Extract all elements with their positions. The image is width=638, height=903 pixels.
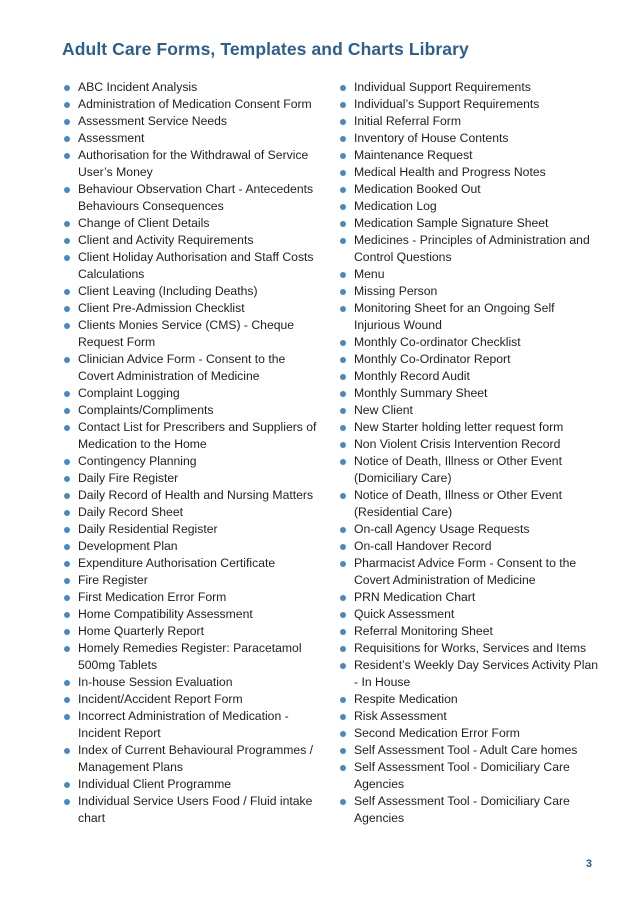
bullet-icon	[64, 578, 70, 584]
list-item-label: Medication Log	[354, 199, 437, 213]
list-item-label: Fire Register	[78, 573, 148, 587]
list-item-label: Medicines - Principles of Administration and Control Questions	[354, 233, 590, 264]
list-item-label: Pharmacist Advice Form - Consent to the Covert Administration of Medicine	[354, 556, 577, 587]
bullet-icon	[64, 119, 70, 125]
list-item	[62, 300, 320, 317]
bullet-icon	[340, 629, 346, 635]
list-item-label: Client Holiday Authorisation and Staff Costs Calculations	[78, 250, 314, 281]
bullet-icon	[340, 663, 346, 669]
bullet-icon	[340, 442, 346, 448]
bullet-icon	[340, 799, 346, 805]
list-item-label: Respite Medication	[354, 692, 458, 706]
list-item	[338, 96, 600, 113]
list-item-label: Individual’s Support Requirements	[354, 97, 540, 111]
list-item	[338, 657, 600, 691]
list-item	[62, 402, 320, 419]
list-item-label: Home Compatibility Assessment	[78, 607, 253, 621]
bullet-icon	[340, 357, 346, 363]
bullet-icon	[340, 527, 346, 533]
list-item-label: Medical Health and Progress Notes	[354, 165, 546, 179]
list-item	[62, 742, 320, 776]
list-item-label: Complaints/Compliments	[78, 403, 214, 417]
list-item	[338, 198, 600, 215]
list-item	[62, 181, 320, 215]
bullet-icon	[340, 646, 346, 652]
list-item-label: Medication Sample Signature Sheet	[354, 216, 549, 230]
list-item-label: Client Pre-Admission Checklist	[78, 301, 245, 315]
bullet-icon	[64, 544, 70, 550]
list-item-label: First Medication Error Form	[78, 590, 227, 604]
list-item-label: Change of Client Details	[78, 216, 210, 230]
bullet-icon	[340, 697, 346, 703]
page-number: 3	[585, 858, 592, 870]
list-item	[62, 147, 320, 181]
list-item-label: Individual Client Programme	[78, 777, 232, 791]
bullet-icon	[340, 714, 346, 720]
list-item-label: On-call Handover Record	[354, 539, 492, 553]
list-item	[338, 283, 600, 300]
bullet-icon	[64, 493, 70, 499]
list-item	[62, 317, 320, 351]
list-item	[338, 79, 600, 96]
list-item-label: Resident’s Weekly Day Services Activity Plan - In House	[354, 658, 599, 689]
list-item	[338, 113, 600, 130]
list-item	[338, 181, 600, 198]
bullet-icon	[64, 799, 70, 805]
bullet-icon	[64, 221, 70, 227]
list-item-label: Authorisation for the Withdrawal of Service User’s Money	[78, 148, 309, 179]
bullet-icon	[340, 102, 346, 108]
bullet-icon	[340, 340, 346, 346]
list-item	[338, 419, 600, 436]
bullet-icon	[340, 204, 346, 210]
bullet-icon	[64, 187, 70, 193]
list-item-label: Incorrect Administration of Medication - Incident Report	[78, 709, 289, 740]
list-item	[338, 623, 600, 640]
list-item	[338, 351, 600, 368]
list-item-label: Client Leaving (Including Deaths)	[78, 284, 258, 298]
list-item	[62, 419, 320, 453]
bullet-icon	[340, 85, 346, 91]
list-item	[62, 640, 320, 674]
bullet-icon	[64, 612, 70, 618]
bullet-icon	[64, 408, 70, 414]
list-item	[338, 606, 600, 623]
list-item	[338, 368, 600, 385]
list-item-label: Clinician Advice Form - Consent to the Covert Administration of Medicine	[78, 352, 286, 383]
list-item-label: New Client	[354, 403, 413, 417]
bullet-icon	[64, 136, 70, 142]
list-item-label: Risk Assessment	[354, 709, 447, 723]
bullet-icon	[340, 561, 346, 567]
bullet-icon	[340, 391, 346, 397]
bullet-icon	[340, 374, 346, 380]
list-item	[338, 793, 600, 827]
list-item	[62, 691, 320, 708]
list-item-label: Home Quarterly Report	[78, 624, 204, 638]
list-item	[62, 538, 320, 555]
list-item	[338, 742, 600, 759]
list-item	[62, 96, 320, 113]
list-item	[62, 589, 320, 606]
list-item-label: Requisitions for Works, Services and Items	[354, 641, 587, 655]
list-item-label: Expenditure Authorisation Certificate	[78, 556, 276, 570]
bullet-icon	[340, 221, 346, 227]
list-item	[62, 453, 320, 470]
bullet-icon	[64, 697, 70, 703]
bullet-icon	[64, 255, 70, 261]
list-item-label: Missing Person	[354, 284, 438, 298]
list-item-label: Daily Fire Register	[78, 471, 179, 485]
list-item	[338, 300, 600, 334]
list-item-label: In-house Session Evaluation	[78, 675, 233, 689]
bullet-icon	[340, 765, 346, 771]
list-item	[338, 589, 600, 606]
bullet-icon	[64, 646, 70, 652]
list-item	[338, 640, 600, 657]
list-item-label: Assessment Service Needs	[78, 114, 228, 128]
bullet-icon	[340, 493, 346, 499]
list-item	[62, 351, 320, 385]
list-item	[62, 606, 320, 623]
list-item-label: Incident/Accident Report Form	[78, 692, 243, 706]
list-item	[62, 521, 320, 538]
list-item	[338, 232, 600, 266]
list-item	[62, 215, 320, 232]
list-item-label: Monthly Co-Ordinator Report	[354, 352, 511, 366]
list-item	[338, 725, 600, 742]
list-item-label: Daily Record Sheet	[78, 505, 183, 519]
bullet-icon	[340, 187, 346, 193]
bullet-icon	[340, 408, 346, 414]
list-item	[338, 147, 600, 164]
bullet-icon	[64, 357, 70, 363]
list-item	[62, 79, 320, 96]
list-item-label: Non Violent Crisis Intervention Record	[354, 437, 561, 451]
bullet-icon	[340, 289, 346, 295]
list-item	[62, 674, 320, 691]
list-item	[338, 521, 600, 538]
list-item-label: New Starter holding letter request form	[354, 420, 564, 434]
bullet-icon	[64, 85, 70, 91]
list-item-label: Medication Booked Out	[354, 182, 481, 196]
list-item	[338, 334, 600, 351]
bullet-icon	[64, 306, 70, 312]
bullet-icon	[340, 612, 346, 618]
list-item	[62, 572, 320, 589]
bullet-icon	[64, 510, 70, 516]
forms-list-right	[338, 79, 600, 827]
bullet-icon	[64, 561, 70, 567]
list-item-label: Self Assessment Tool - Adult Care homes	[354, 743, 578, 757]
list-item	[62, 623, 320, 640]
list-item	[62, 385, 320, 402]
list-item-label: Daily Record of Health and Nursing Matters	[78, 488, 314, 502]
list-item-label: Monthly Record Audit	[354, 369, 470, 383]
list-item-label: Administration of Medication Consent Form	[78, 97, 312, 111]
list-item-label: Menu	[354, 267, 385, 281]
bullet-icon	[64, 629, 70, 635]
list-item-label: Self Assessment Tool - Domiciliary Care Agencies	[354, 760, 570, 791]
bullet-icon	[340, 544, 346, 550]
list-item-label: Index of Current Behavioural Programmes / Management Plans	[78, 743, 314, 774]
list-item	[62, 487, 320, 504]
bullet-icon	[64, 782, 70, 788]
list-item-label: Contingency Planning	[78, 454, 197, 468]
list-item-label: Initial Referral Form	[354, 114, 462, 128]
list-item	[338, 453, 600, 487]
bullet-icon	[64, 595, 70, 601]
list-item	[62, 708, 320, 742]
list-item	[338, 266, 600, 283]
bullet-icon	[340, 119, 346, 125]
list-item-label: Quick Assessment	[354, 607, 455, 621]
list-item-label: Individual Support Requirements	[354, 80, 531, 94]
list-item-label: Referral Monitoring Sheet	[354, 624, 493, 638]
bullet-icon	[340, 425, 346, 431]
list-item-label: Homely Remedies Register: Paracetamol 500mg Tablets	[78, 641, 302, 672]
bullet-icon	[340, 136, 346, 142]
bullet-icon	[64, 391, 70, 397]
list-item-label: Monthly Co-ordinator Checklist	[354, 335, 521, 349]
list-item	[62, 113, 320, 130]
bullet-icon	[64, 425, 70, 431]
list-item	[62, 232, 320, 249]
bullet-icon	[64, 459, 70, 465]
list-item	[62, 793, 320, 827]
list-item-label: Monthly Summary Sheet	[354, 386, 488, 400]
list-item-label: Development Plan	[78, 539, 178, 553]
bullet-icon	[64, 238, 70, 244]
bullet-icon	[64, 323, 70, 329]
list-item-label: Contact List for Prescribers and Suppliers of Medication to the Home	[78, 420, 317, 451]
bullet-icon	[64, 714, 70, 720]
list-item-label: Assessment	[78, 131, 145, 145]
list-item	[338, 759, 600, 793]
list-item	[338, 385, 600, 402]
list-item-label: Inventory of House Contents	[354, 131, 509, 145]
page-title: Adult Care Forms, Templates and Charts Library	[62, 39, 469, 59]
list-item-label: Complaint Logging	[78, 386, 180, 400]
bullet-icon	[64, 289, 70, 295]
forms-list-left	[62, 79, 320, 827]
bullet-icon	[340, 272, 346, 278]
bullet-icon	[64, 527, 70, 533]
bullet-icon	[340, 153, 346, 159]
list-item-label: Monitoring Sheet for an Ongoing Self Injurious Wound	[354, 301, 555, 332]
list-item	[338, 436, 600, 453]
list-item-label: Notice of Death, Illness or Other Event (Domiciliary Care)	[354, 454, 562, 485]
list-item	[62, 283, 320, 300]
list-item-label: PRN Medication Chart	[354, 590, 476, 604]
list-item-label: Behaviour Observation Chart - Antecedents Behaviours Consequences	[78, 182, 314, 213]
list-item-label: On-call Agency Usage Requests	[354, 522, 530, 536]
list-item	[338, 555, 600, 589]
list-item-label: Self Assessment Tool - Domiciliary Care Agencies	[354, 794, 570, 825]
list-item	[62, 130, 320, 147]
bullet-icon	[340, 306, 346, 312]
list-item-label: Daily Residential Register	[78, 522, 218, 536]
bullet-icon	[340, 748, 346, 754]
list-item	[338, 708, 600, 725]
bullet-icon	[64, 153, 70, 159]
list-item-label: Second Medication Error Form	[354, 726, 520, 740]
list-item-label: Clients Monies Service (CMS) - Cheque Request Form	[78, 318, 295, 349]
list-item	[62, 555, 320, 572]
bullet-icon	[64, 748, 70, 754]
list-item-label: Client and Activity Requirements	[78, 233, 254, 247]
bullet-icon	[340, 595, 346, 601]
list-item	[62, 776, 320, 793]
bullet-icon	[64, 476, 70, 482]
list-item	[338, 402, 600, 419]
list-item	[338, 164, 600, 181]
list-item	[62, 470, 320, 487]
list-item	[338, 130, 600, 147]
bullet-icon	[340, 170, 346, 176]
list-item	[338, 487, 600, 521]
bullet-icon	[340, 731, 346, 737]
bullet-icon	[64, 680, 70, 686]
list-item	[62, 249, 320, 283]
bullet-icon	[340, 459, 346, 465]
list-item	[62, 504, 320, 521]
bullet-icon	[340, 238, 346, 244]
list-item-label: ABC Incident Analysis	[78, 80, 198, 94]
bullet-icon	[64, 102, 70, 108]
list-item-label: Notice of Death, Illness or Other Event (Residential Care)	[354, 488, 562, 519]
list-item	[338, 215, 600, 232]
list-item-label: Maintenance Request	[354, 148, 473, 162]
list-item-label: Individual Service Users Food / Fluid intake chart	[78, 794, 313, 825]
list-item	[338, 538, 600, 555]
list-item	[338, 691, 600, 708]
